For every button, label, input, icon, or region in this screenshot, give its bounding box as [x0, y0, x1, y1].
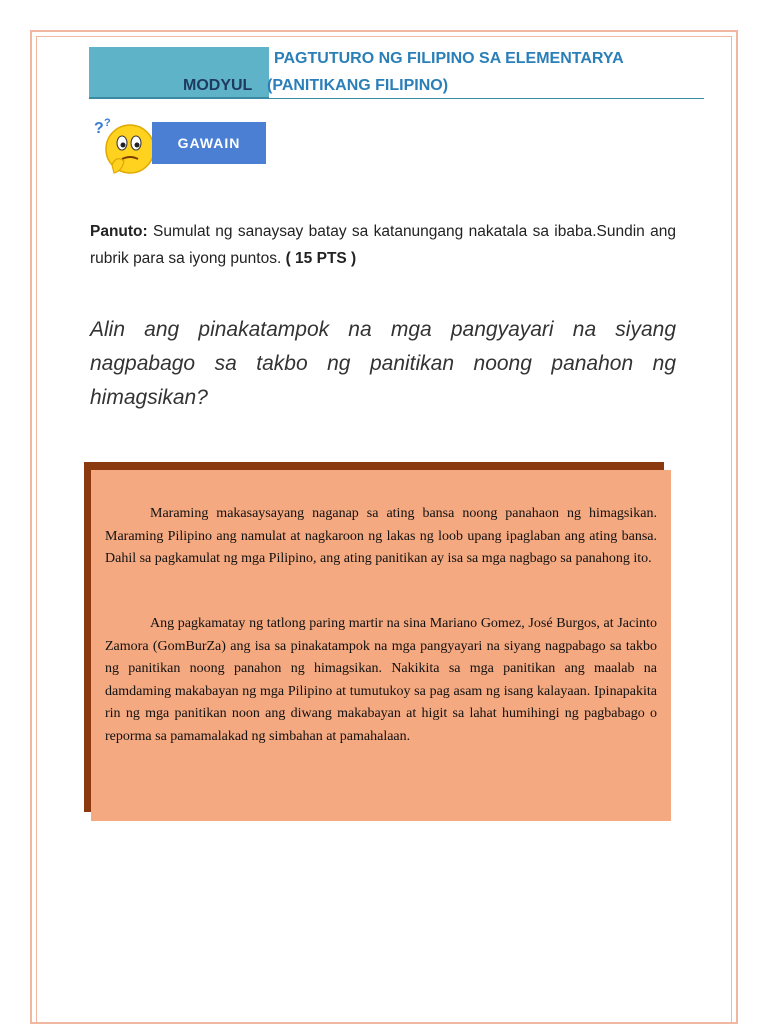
answer-paragraph-2: Ang pagkamatay ng tatlong paring martir na sina Mariano Gomez, José Burgos, at Jacinto Zamora (GomBurZa) ang isa sa pinakatampok na mga pangyayari na siyang nagpabago sa takbo ng panitikan noong panahon ng himagsikan. Nakikita sa mga panitikan ang maalab na damdaming makabayan ng mga Pilipino at tumutukoy sa pag asam ng isang kalayaan. Ipinapakita rin ng mga panitikan noon ang diwang makabayan at higit sa lahat humihingi ng pagbabago o reporma sa pamamalakad ng simbahan at pamahalaan.	[105, 616, 657, 744]
svg-text:?: ?	[104, 117, 111, 129]
gawain-label: GAWAIN	[152, 122, 266, 164]
module-subtitle: (PANITIKANG FILIPINO)	[267, 77, 449, 94]
module-label: MODYUL	[183, 77, 253, 94]
instructions-label: Panuto:	[90, 223, 148, 240]
essay-question: Alin ang pinakatampok na mga pangyayari na siyang nagpabago sa takbo ng panitikan noong panahon ng himagsikan?	[90, 318, 676, 409]
instructions	[90, 218, 676, 272]
module-title: PAGTUTURO NG FILIPINO SA ELEMENTARYA	[274, 50, 624, 67]
answer-paragraph-1: Maraming makasaysayang naganap sa ating bansa noong panahaon ng himagsikan. Maraming Pilipino ang namulat at nagkaroon ng lakas ng loob upang ipaglaban ang ating bansa. Dahil sa pagkamulat ng mga Pilipino, ang ating panitikan ay isa sa mga nagbago sa panahong ito.	[105, 506, 657, 566]
header-divider	[89, 98, 704, 99]
svg-text:?: ?	[94, 120, 104, 137]
points-label: ( 15 PTS )	[285, 250, 357, 267]
instructions-text: Sumulat ng sanaysay batay sa katanungang nakatala sa ibaba.Sundin ang rubrik para sa iyong puntos.	[90, 223, 676, 267]
